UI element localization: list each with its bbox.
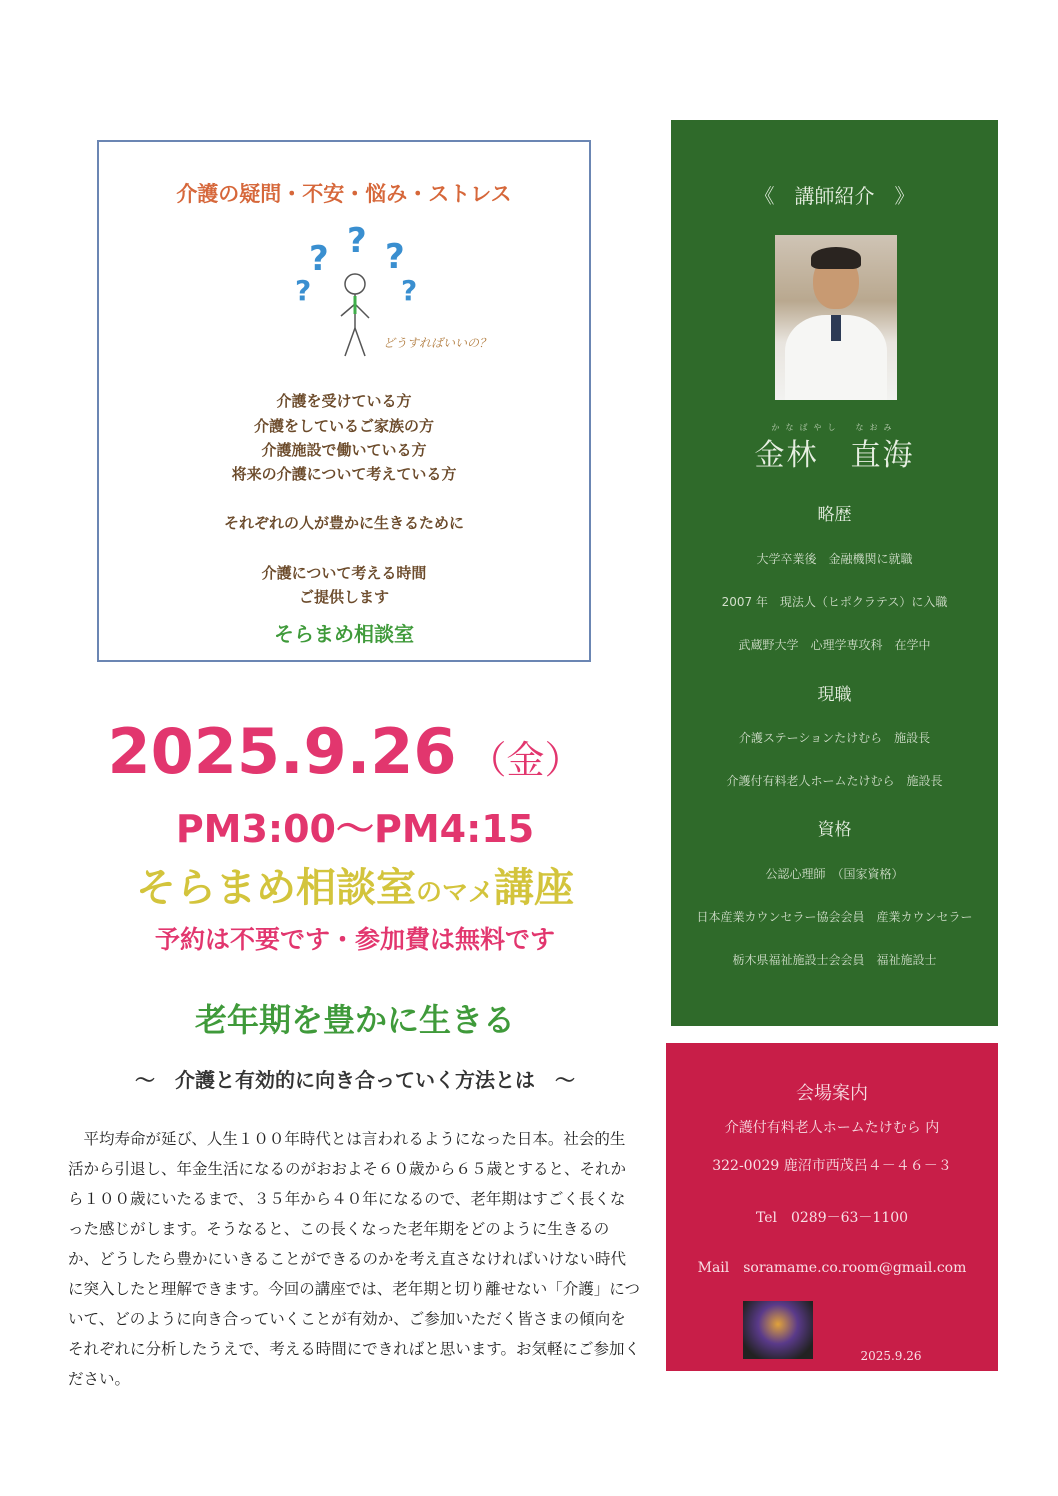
instructor-name-ruby: かなばやし なおみ <box>771 423 898 432</box>
instructor-photo <box>775 235 897 400</box>
svg-text:?: ? <box>385 237 405 277</box>
event-name-part: 講座 <box>494 865 574 911</box>
event-time: PM3:00～PM4:15 <box>175 807 535 851</box>
lecture-title: 老年期を豊かに生きる <box>194 1001 515 1039</box>
target-item: 介護を受けている方 <box>276 392 412 410</box>
qualification-item: 公認心理師 （国家資格） <box>765 867 904 881</box>
qualification-heading: 資格 <box>817 820 852 840</box>
instructor-panel <box>671 120 998 1026</box>
offer-line: 介護について考える時間 <box>261 564 427 582</box>
venue-address: 322-0029 鹿沼市西茂呂４－４６－３ <box>712 1158 952 1174</box>
venue-mail[interactable] <box>666 1257 998 1277</box>
svg-text:?: ? <box>401 274 418 307</box>
event-name-part: そらまめ相談室 <box>135 865 416 911</box>
target-item: 介護をしているご家族の方 <box>253 417 434 435</box>
event-date-value: 2025.9.26 <box>107 715 457 788</box>
intro-heading: 介護の疑問・不安・悩み・ストレス <box>176 182 512 206</box>
body-text: 平均寿命が延び、人生１００年時代とは言われるようになった日本。社会的生活から引退し、年金生活になるのがおおよそ６０歳から６５歳とすると、それから１００歳にいたるまで、３５年から４０年になるので、老年期はすごく長くなった感じがします。そうなると、この長くなった老年期をどのように生きるのか、どうしたら豊かにいきることができるのかを考え直さなければいけない時代に突入したと理解できます。今回の講座では、老年期と切り離せない「介護」について、どのように向き合っていくことが有効か、ご参加いただく皆さまの傾向をそれぞれに分析したうえで、考える時間にできればと思います。お気軽にご参加ください。 <box>68 1130 640 1388</box>
venue-tel: Tel 0289－63－1100 <box>755 1210 909 1226</box>
venue-mail-text[interactable]: Mail soramame.co.room@gmail.com <box>697 1260 967 1276</box>
svg-text:?: ? <box>347 221 367 261</box>
history-heading: 略歴 <box>817 505 852 525</box>
event-day-of-week: （金） <box>468 738 583 782</box>
venue-panel <box>666 1043 998 1371</box>
figure-caption: どうすればいいの？ <box>383 336 492 350</box>
lecture-subtitle: ～ 介護と有効的に向き合っていく方法とは ～ <box>135 1068 575 1092</box>
svg-text:?: ? <box>309 239 329 279</box>
history-item: 武蔵野大学 心理学専攻科 在学中 <box>738 638 931 652</box>
target-item: 将来の介護について考えている方 <box>231 465 457 483</box>
offer-line: ご提供します <box>298 588 389 606</box>
event-name <box>0 856 710 913</box>
venue-photo <box>743 1301 813 1359</box>
organization-name: そらまめ相談室 <box>274 622 414 646</box>
intro-message: それぞれの人が豊かに生きるために <box>223 514 464 532</box>
event-date <box>0 715 690 788</box>
venue-date: 2025.9.26 <box>860 1349 922 1363</box>
current-heading: 現職 <box>817 685 852 705</box>
event-note: 予約は不要です・参加費は無料です <box>154 925 555 954</box>
target-item: 介護施設で働いている方 <box>261 441 427 459</box>
instructor-heading: 《 講師紹介 》 <box>754 184 915 208</box>
instructor-name: 金林 直海 <box>754 438 915 473</box>
venue-heading: 会場案内 <box>796 1083 868 1104</box>
qualification-item: 栃木県福祉施設士会会員 福祉施設士 <box>732 953 937 967</box>
qualification-item: 日本産業カウンセラー協会会員 産業カウンセラー <box>696 910 973 924</box>
event-name-part: のマメ <box>415 878 494 908</box>
history-item: 2007 年 現法人（ヒポクラテス）に入職 <box>721 595 948 609</box>
intro-box <box>97 140 591 662</box>
venue-place: 介護付有料老人ホームたけむら 内 <box>724 1120 940 1136</box>
current-item: 介護ステーションたけむら 施設長 <box>738 731 931 745</box>
svg-text:?: ? <box>295 274 312 307</box>
current-item: 介護付有料老人ホームたけむら 施設長 <box>726 774 943 788</box>
history-item: 大学卒業後 金融機関に就職 <box>756 552 913 566</box>
